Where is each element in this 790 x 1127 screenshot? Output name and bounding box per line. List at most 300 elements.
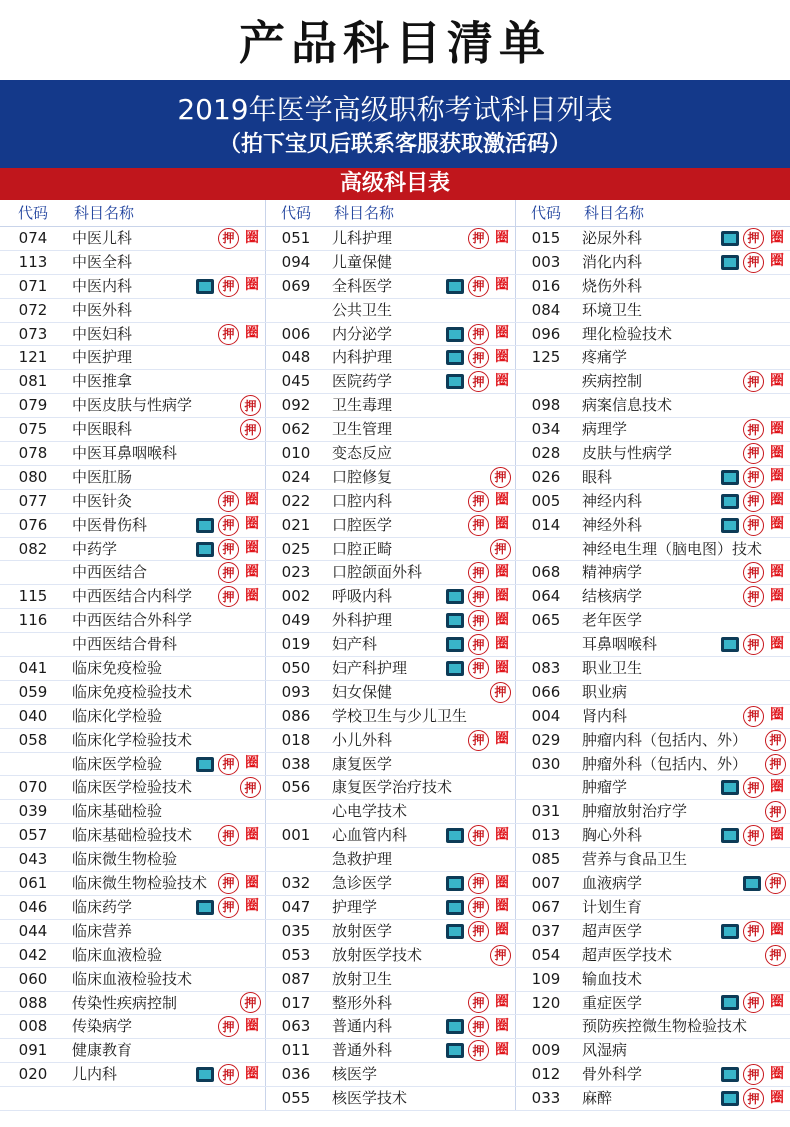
quan-badge: 圈 — [495, 659, 509, 676]
subject-code: 017 — [281, 993, 311, 1012]
ya-badge-icon: 押 — [468, 276, 489, 297]
subject-code: 088 — [18, 993, 48, 1012]
video-icon — [446, 661, 464, 676]
subject-cell — [576, 705, 790, 728]
ya-badge-icon: 押 — [743, 371, 764, 392]
ya-badge-icon: 押 — [240, 777, 261, 798]
badge-group — [218, 1015, 261, 1038]
table-row — [0, 394, 790, 418]
ya-badge-icon: 押 — [468, 562, 489, 583]
ya-badge-icon: 押 — [468, 1040, 489, 1061]
subject-code: 039 — [18, 802, 48, 821]
badge-group — [743, 561, 786, 584]
subject-cell — [326, 1039, 516, 1062]
subject-cell — [326, 1063, 516, 1086]
video-icon — [196, 279, 214, 294]
subject-cell — [326, 561, 516, 584]
subject-name: 临床微生物检验技术 — [72, 874, 208, 893]
badge-group — [721, 992, 786, 1015]
badge-group — [446, 920, 511, 943]
subject-name: 耳鼻咽喉科 — [582, 635, 658, 654]
quan-badge: 圈 — [770, 1065, 784, 1082]
ya-badge-icon: 押 — [468, 634, 489, 655]
quan-badge: 圈 — [245, 587, 259, 604]
subject-code: 051 — [281, 229, 311, 247]
subject-code: 050 — [281, 659, 311, 678]
ya-badge-icon: 押 — [743, 825, 764, 846]
video-icon — [446, 374, 464, 389]
quan-badge: 圈 — [770, 587, 784, 604]
subject-cell — [66, 944, 266, 967]
subject-name: 计划生育 — [582, 897, 643, 916]
video-icon — [721, 924, 739, 939]
ya-badge-icon: 押 — [743, 562, 764, 583]
badge-group — [446, 1039, 511, 1062]
subject-code: 018 — [281, 730, 311, 749]
subject-cell — [66, 418, 266, 441]
table-row — [0, 490, 790, 514]
ya-badge-icon: 押 — [490, 945, 511, 966]
name-header: 科目名称 — [584, 204, 645, 222]
subject-code: 020 — [18, 1065, 48, 1084]
subject-cell — [576, 346, 790, 369]
subject-name: 临床医学检验技术 — [72, 778, 193, 797]
quan-badge: 圈 — [245, 277, 259, 294]
subject-cell — [576, 657, 790, 680]
badge-group — [446, 824, 511, 847]
badge-group — [743, 442, 786, 465]
quan-badge: 圈 — [770, 468, 784, 485]
subject-code: 075 — [18, 420, 48, 439]
subject-cell — [326, 753, 516, 776]
quan-badge: 圈 — [495, 611, 509, 628]
table-header — [0, 200, 790, 227]
subject-code: 082 — [18, 539, 48, 558]
table-row — [0, 442, 790, 466]
subject-name: 口腔正畸 — [332, 539, 393, 558]
ya-badge-icon: 押 — [743, 515, 764, 536]
subject-name: 口腔颌面外科 — [332, 563, 423, 582]
subject-name: 普通内科 — [332, 1017, 393, 1036]
ya-badge-icon: 押 — [468, 992, 489, 1013]
badge-group — [721, 824, 786, 847]
subject-name: 口腔医学 — [332, 515, 393, 534]
subject-name: 老年医学 — [582, 611, 643, 630]
subject-name: 核医学技术 — [332, 1089, 408, 1108]
subject-cell — [326, 251, 516, 274]
subject-cell — [66, 227, 266, 250]
subject-name: 神经外科 — [582, 515, 643, 534]
subject-cell — [66, 992, 266, 1015]
subject-name: 临床血液检验技术 — [72, 969, 193, 988]
subject-code: 070 — [18, 778, 48, 797]
badge-group — [218, 561, 261, 584]
ya-badge-icon: 押 — [765, 754, 786, 775]
subject-name: 临床免疫检验技术 — [72, 682, 193, 701]
subject-cell — [66, 800, 266, 823]
badge-group — [218, 227, 261, 250]
badge-group — [721, 490, 786, 513]
subject-code: 053 — [281, 945, 311, 964]
subject-cell — [326, 370, 516, 393]
quan-badge: 圈 — [495, 898, 509, 915]
subject-code — [516, 1015, 576, 1038]
subject-table — [0, 200, 790, 1111]
subject-code: 116 — [18, 611, 48, 630]
subject-cell — [326, 442, 516, 465]
ya-badge-icon: 押 — [490, 682, 511, 703]
subject-cell — [66, 370, 266, 393]
subject-cell — [66, 896, 266, 919]
subject-code: 048 — [281, 348, 311, 367]
subject-name: 全科医学 — [332, 276, 393, 295]
quan-badge: 圈 — [245, 874, 259, 891]
subject-name: 超声医学 — [582, 921, 643, 940]
ya-badge-icon: 押 — [743, 443, 764, 464]
subject-name: 中医针灸 — [72, 491, 133, 510]
subject-name: 神经内科 — [582, 491, 643, 510]
table-row — [0, 514, 790, 538]
subject-cell — [576, 753, 790, 776]
subject-name: 康复医学 — [332, 754, 393, 773]
subject-code: 065 — [531, 611, 561, 630]
badge-group — [743, 705, 786, 728]
ya-badge-icon: 押 — [218, 324, 239, 345]
ya-badge-icon: 押 — [765, 730, 786, 751]
subject-code: 001 — [281, 826, 311, 845]
table-body — [0, 227, 790, 1111]
ya-badge-icon: 押 — [218, 897, 239, 918]
table-row — [0, 275, 790, 299]
ya-badge-icon: 押 — [218, 515, 239, 536]
subject-cell — [576, 323, 790, 346]
subject-cell — [576, 251, 790, 274]
video-icon — [446, 327, 464, 342]
subject-cell — [66, 633, 266, 656]
subject-code: 005 — [531, 491, 561, 510]
subject-name: 中医推拿 — [72, 372, 133, 391]
subject-code: 041 — [18, 659, 48, 678]
ya-badge-icon: 押 — [468, 897, 489, 918]
quan-badge: 圈 — [495, 994, 509, 1010]
subject-code — [266, 848, 326, 871]
subject-code: 045 — [281, 372, 311, 391]
subject-name: 放射卫生 — [332, 969, 393, 988]
subject-cell — [576, 633, 790, 656]
video-icon — [721, 231, 739, 246]
subject-code: 036 — [281, 1065, 311, 1084]
subject-name: 超声医学技术 — [582, 945, 673, 964]
video-icon — [196, 542, 214, 557]
badge-group — [765, 753, 786, 776]
subject-cell — [326, 227, 516, 250]
badge-group — [721, 251, 786, 274]
subject-cell — [66, 490, 266, 513]
subject-name: 临床微生物检验 — [72, 850, 178, 869]
subject-code: 037 — [531, 921, 561, 940]
subject-code — [266, 800, 326, 823]
ya-badge-icon: 押 — [743, 921, 764, 942]
subject-code: 072 — [18, 300, 48, 319]
code-header: 代码 — [17, 204, 48, 222]
subject-cell — [66, 657, 266, 680]
table-row — [0, 896, 790, 920]
subject-name: 麻醉 — [582, 1089, 613, 1108]
ya-badge-icon: 押 — [490, 539, 511, 560]
subject-code: 074 — [18, 229, 48, 247]
code-header: 代码 — [280, 204, 311, 222]
subject-name: 呼吸内科 — [332, 587, 393, 606]
subject-code: 028 — [531, 444, 561, 463]
subject-code: 019 — [281, 635, 311, 654]
ya-badge-icon: 押 — [765, 873, 786, 894]
subject-name: 临床化学检验技术 — [72, 730, 193, 749]
subject-name: 临床营养 — [72, 921, 133, 940]
subject-code: 007 — [531, 874, 561, 893]
table-row — [0, 1063, 790, 1087]
quan-badge: 圈 — [245, 1017, 259, 1034]
table-row — [0, 776, 790, 800]
subject-name: 中医妇科 — [72, 324, 133, 343]
badge-group — [468, 490, 511, 513]
subject-cell — [326, 394, 516, 417]
quan-badge: 圈 — [770, 994, 784, 1010]
subject-cell — [576, 776, 790, 799]
subject-name: 临床基础检验 — [72, 802, 163, 821]
subject-cell — [66, 729, 266, 752]
ya-badge-icon: 押 — [468, 371, 489, 392]
subject-code: 077 — [18, 491, 48, 510]
subject-cell — [326, 824, 516, 847]
badge-group — [218, 490, 261, 513]
subject-code: 032 — [281, 874, 311, 893]
table-row — [0, 609, 790, 633]
badge-group — [721, 1087, 786, 1110]
video-icon — [721, 780, 739, 795]
subject-name: 护理学 — [332, 897, 378, 916]
subject-code: 035 — [281, 921, 311, 940]
quan-badge: 圈 — [245, 826, 259, 843]
subject-name: 临床医学检验 — [72, 754, 163, 773]
ya-badge-icon: 押 — [468, 825, 489, 846]
badge-group — [446, 633, 511, 656]
subject-code: 069 — [281, 276, 311, 295]
subject-code: 062 — [281, 420, 311, 439]
ya-badge-icon: 押 — [743, 1088, 764, 1109]
subject-name: 儿童保健 — [332, 252, 393, 271]
badge-group — [765, 800, 786, 823]
subject-name: 小儿外科 — [332, 730, 393, 749]
subject-name: 儿科护理 — [332, 229, 393, 247]
subject-code: 004 — [531, 706, 561, 725]
subject-name: 预防疾控微生物检验技术 — [582, 1017, 748, 1036]
badge-group — [468, 561, 511, 584]
subject-name: 眼科 — [582, 467, 613, 486]
subject-code: 014 — [531, 515, 561, 534]
quan-badge: 圈 — [495, 348, 509, 365]
table-row — [0, 538, 790, 562]
quan-badge: 圈 — [495, 922, 509, 939]
subject-name: 环境卫生 — [582, 300, 643, 319]
subject-cell — [66, 705, 266, 728]
subject-name: 妇产科护理 — [332, 659, 408, 678]
quan-badge: 圈 — [245, 540, 259, 557]
badge-group — [743, 370, 786, 393]
subject-code: 061 — [18, 874, 48, 893]
table-row — [0, 299, 790, 323]
subject-name: 医院药学 — [332, 372, 393, 391]
ya-badge-icon: 押 — [743, 777, 764, 798]
subject-cell — [66, 299, 266, 322]
badge-group — [765, 944, 786, 967]
subject-name: 病案信息技术 — [582, 396, 673, 415]
subject-code: 040 — [18, 706, 48, 725]
video-icon — [721, 637, 739, 652]
subject-code: 080 — [18, 467, 48, 486]
video-icon — [721, 995, 739, 1010]
section-title: 高级科目表 — [0, 168, 790, 200]
badge-group — [196, 1063, 261, 1086]
subject-code: 022 — [281, 491, 311, 510]
subject-name: 临床基础检验技术 — [72, 826, 193, 845]
ya-badge-icon: 押 — [743, 992, 764, 1013]
subject-name: 卫生管理 — [332, 420, 393, 439]
ya-badge-icon: 押 — [468, 658, 489, 679]
badge-group — [446, 872, 511, 895]
ya-badge-icon: 押 — [743, 634, 764, 655]
subject-code: 096 — [531, 324, 561, 343]
quan-badge: 圈 — [770, 492, 784, 509]
ya-badge-icon: 押 — [468, 586, 489, 607]
subject-cell — [66, 394, 266, 417]
subject-cell — [66, 776, 266, 799]
subject-code: 042 — [18, 945, 48, 964]
quan-badge: 圈 — [495, 563, 509, 580]
badge-group — [196, 896, 261, 919]
subject-name: 中西医结合骨科 — [72, 635, 178, 654]
video-icon — [721, 470, 739, 485]
badge-group — [468, 227, 511, 250]
quan-badge: 圈 — [495, 826, 509, 843]
subject-code: 071 — [18, 276, 48, 295]
subject-cell — [326, 800, 516, 823]
ya-badge-icon: 押 — [743, 467, 764, 488]
subject-name: 临床血液检验 — [72, 945, 163, 964]
badge-group — [765, 729, 786, 752]
subject-code — [0, 633, 66, 656]
subject-code: 067 — [531, 897, 561, 916]
subject-cell — [576, 394, 790, 417]
subject-cell — [66, 1039, 266, 1062]
subject-code: 094 — [281, 252, 311, 271]
subject-name: 传染病学 — [72, 1017, 133, 1036]
quan-badge: 圈 — [495, 635, 509, 652]
badge-group — [446, 275, 511, 298]
subject-code: 029 — [531, 730, 561, 749]
subject-code: 009 — [531, 1041, 561, 1060]
subject-cell — [576, 370, 790, 393]
subject-name: 中医眼科 — [72, 420, 133, 439]
subject-code: 086 — [281, 706, 311, 725]
badge-group — [743, 872, 786, 895]
subject-name: 疼痛学 — [582, 348, 628, 367]
subject-cell — [576, 418, 790, 441]
badge-group — [446, 323, 511, 346]
subject-cell — [326, 657, 516, 680]
video-icon — [446, 924, 464, 939]
subject-cell — [576, 514, 790, 537]
subject-cell — [576, 299, 790, 322]
ya-badge-icon: 押 — [218, 586, 239, 607]
subject-code: 047 — [281, 897, 311, 916]
table-row — [0, 585, 790, 609]
ya-badge-icon: 押 — [743, 706, 764, 727]
badge-group — [721, 227, 786, 250]
badge-group — [490, 466, 511, 489]
subject-name: 普通外科 — [332, 1041, 393, 1060]
table-row — [0, 681, 790, 705]
subject-cell — [576, 227, 790, 250]
subject-name: 神经电生理（脑电图）技术 — [582, 539, 763, 558]
badge-group — [446, 346, 511, 369]
subject-cell — [66, 872, 266, 895]
subject-code: 066 — [531, 682, 561, 701]
subject-cell — [66, 920, 266, 943]
quan-badge: 圈 — [245, 1065, 259, 1082]
ya-badge-icon: 押 — [468, 921, 489, 942]
ya-badge-icon: 押 — [468, 873, 489, 894]
subject-name: 结核病学 — [582, 587, 643, 606]
name-header: 科目名称 — [326, 200, 516, 226]
subject-cell — [576, 848, 790, 871]
subject-cell — [326, 776, 516, 799]
subject-name: 输血技术 — [582, 969, 643, 988]
table-row — [0, 370, 790, 394]
subject-code: 057 — [18, 826, 48, 845]
subject-name: 放射医学 — [332, 921, 393, 940]
subject-code: 056 — [281, 778, 311, 797]
badge-group — [446, 1015, 511, 1038]
quan-badge: 圈 — [495, 277, 509, 294]
subject-cell — [66, 251, 266, 274]
subject-code — [266, 299, 326, 322]
subject-cell — [326, 968, 516, 991]
subject-code: 011 — [281, 1041, 311, 1060]
ya-badge-icon: 押 — [218, 539, 239, 560]
subject-cell — [326, 585, 516, 608]
ya-badge-icon: 押 — [240, 419, 261, 440]
subject-cell — [326, 346, 516, 369]
subject-cell — [66, 323, 266, 346]
badge-group — [490, 944, 511, 967]
ya-badge-icon: 押 — [743, 252, 764, 273]
subject-cell — [576, 992, 790, 1015]
subject-name: 肿瘤放射治疗学 — [582, 802, 688, 821]
subject-code: 093 — [281, 682, 311, 701]
subject-code — [516, 370, 576, 393]
quan-badge: 圈 — [245, 325, 259, 342]
badge-group — [446, 609, 511, 632]
video-icon — [721, 828, 739, 843]
subject-cell — [576, 538, 790, 561]
table-row — [0, 466, 790, 490]
quan-badge: 圈 — [495, 372, 509, 389]
subject-code: 064 — [531, 587, 561, 606]
subject-cell — [326, 275, 516, 298]
subject-name: 内科护理 — [332, 348, 393, 367]
subject-cell — [66, 561, 266, 584]
subject-name: 中医外科 — [72, 300, 133, 319]
